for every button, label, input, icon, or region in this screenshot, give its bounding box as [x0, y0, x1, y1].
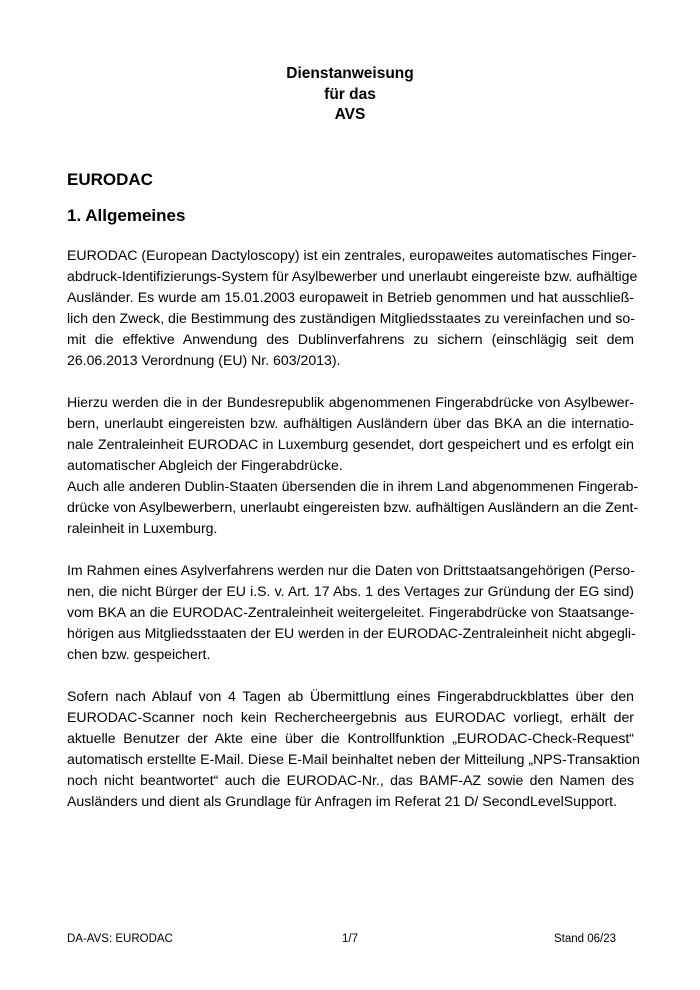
- text-line: noch nicht beantwortet“ auch die EURODAC-Nr., das BAMF-AZ sowie den Namen des: [67, 772, 634, 788]
- text-line: EURODAC (European Dactyloscopy) ist ein zentrales, europaweites automatisches Finger-: [67, 247, 637, 263]
- text-line: chen bzw. gespeichert.: [67, 646, 211, 662]
- paragraph: [67, 560, 634, 665]
- text-line: Ausländer. Es wurde am 15.01.2003 europaweit in Betrieb genommen und hat ausschließ-: [67, 289, 634, 305]
- footer-document-id: DA-AVS: EURODAC: [67, 933, 173, 945]
- text-line: aktuelle Benutzer der Akte eine über die Kontrollfunktion „EURODAC-Check-Request“: [67, 730, 634, 746]
- text-line: Im Rahmen eines Asylverfahrens werden nur die Daten von Drittstaatsangehörigen (Perso-: [67, 562, 635, 578]
- title-line-2: für das: [324, 85, 376, 103]
- text-line: automatischer Abgleich der Fingerabdrücke.: [67, 457, 343, 473]
- text-line: drücke von Asylbewerbern, unerlaubt eingereisten bzw. aufhältigen Ausländern an die Zent-: [67, 499, 639, 515]
- text-line: mit die effektive Anwendung des Dublinverfahrens zu sichern (einschlägig seit dem: [67, 331, 634, 347]
- paragraph: [67, 392, 634, 476]
- text-line: abdruck-Identifizierungs-System für Asylbewerber und unerlaubt eingereiste bzw. aufhältige: [67, 268, 638, 284]
- text-line: automatisch erstellte E-Mail. Diese E-Mail beinhaltet neben der Mitteilung „NPS-Transaktion: [67, 751, 640, 767]
- title-line-1: Dienstanweisung: [286, 65, 414, 82]
- title-line-3: AVS: [334, 106, 366, 123]
- text-line: nale Zentraleinheit EURODAC in Luxemburg gesendet, dort gespeichert und es erfolgt ein: [67, 436, 634, 452]
- document-title: [0, 64, 700, 126]
- paragraph: [67, 245, 638, 371]
- text-line: Ausländers und dient als Grundlage für Anfragen im Referat 21 D/ SecondLevelSupport.: [67, 793, 617, 809]
- text-line: bern, unerlaubt eingereisten bzw. aufhältigen Ausländern über das BKA an die internatio-: [67, 415, 634, 431]
- page-footer: [67, 933, 634, 951]
- text-line: raleinheit in Luxemburg.: [67, 520, 218, 536]
- text-line: EURODAC-Scanner noch kein Rechercheergebnis aus EURODAC vorliegt, erhält der: [67, 709, 634, 725]
- body-text: [67, 245, 640, 812]
- text-line: Hierzu werden die in der Bundesrepublik abgenommenen Fingerabdrücke von Asylbewer-: [67, 394, 634, 410]
- footer-page-number: 1/7: [342, 933, 358, 945]
- text-line: Sofern nach Ablauf von 4 Tagen ab Übermittlung eines Fingerabdruckblattes über den: [67, 688, 634, 704]
- section-heading: 1. Allgemeines: [67, 206, 186, 225]
- paragraph: [67, 476, 639, 539]
- main-heading: EURODAC: [67, 170, 153, 189]
- text-line: Auch alle anderen Dublin-Staaten übersenden die in ihrem Land abgenommenen Fingerab-: [67, 478, 639, 494]
- footer-date: Stand 06/23: [553, 933, 616, 945]
- text-line: nen, die nicht Bürger der EU i.S. v. Art. 17 Abs. 1 des Vertages zur Gründung der EG sind): [67, 583, 634, 599]
- text-line: lich den Zweck, die Bestimmung des zuständigen Mitgliedsstaates zu vereinfachen und so-: [67, 310, 635, 326]
- text-line: vom BKA an die EURODAC-Zentraleinheit weitergeleitet. Fingerabdrücke von Staatsange-: [67, 604, 634, 620]
- paragraph: [67, 686, 640, 812]
- text-line: 26.06.2013 Verordnung (EU) Nr. 603/2013).: [67, 352, 341, 368]
- text-line: hörigen aus Mitgliedsstaaten der EU werden in der EURODAC-Zentraleinheit nicht abgegli-: [67, 625, 636, 641]
